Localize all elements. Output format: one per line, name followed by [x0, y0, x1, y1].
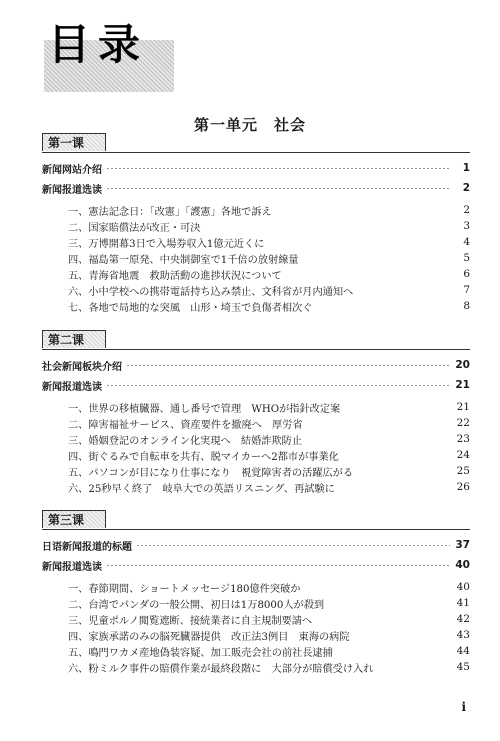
- entry-page: 37: [455, 539, 470, 551]
- article-page: 43: [456, 629, 470, 641]
- article-page: 24: [456, 449, 470, 461]
- article-title: 一、憲法記念日：「改憲」「護憲」各地で訴え: [68, 206, 272, 218]
- article-title: 七、各地で局地的な突風 山形・埼玉で負傷者相次ぐ: [68, 302, 313, 314]
- article-title: 五、パソコンが目になり仕事になり 視覚障害者の活躍広がる: [68, 467, 354, 479]
- article-page: 2: [463, 204, 470, 216]
- dot-leader: [136, 545, 450, 546]
- toc-article[interactable]: [42, 447, 470, 463]
- article-page: 3: [463, 220, 470, 232]
- toc-article[interactable]: [42, 463, 470, 479]
- article-page: 25: [456, 465, 470, 477]
- toc-article[interactable]: [42, 659, 470, 675]
- lesson-2: [42, 330, 470, 495]
- entry-page: 1: [462, 162, 470, 174]
- lesson-3: [42, 510, 470, 675]
- toc-article[interactable]: [42, 595, 470, 611]
- article-title: 二、国家賠償法が改正・可決: [68, 222, 201, 234]
- article-title: 五、鳴門ワカメ産地偽装容疑、加工販売会社の前社長逮捕: [68, 647, 333, 659]
- toc-article[interactable]: [42, 611, 470, 627]
- lesson-rule: [42, 529, 470, 530]
- toc-article[interactable]: [42, 250, 470, 266]
- entry-label: 日语新闻报道的标题: [42, 541, 132, 553]
- article-title: 四、家族承諾のみの脳死臓器提供 改正法3例目 東海の病院: [68, 631, 350, 643]
- toc-entry[interactable]: [42, 160, 470, 176]
- entry-page: 2: [462, 182, 470, 194]
- article-title: 一、春節期間、ショートメッセージ180億件突破か: [68, 583, 301, 595]
- article-page: 44: [456, 645, 470, 657]
- article-page: 22: [456, 417, 470, 429]
- lesson-1: [42, 133, 470, 313]
- article-page: 7: [463, 284, 470, 296]
- toc-article[interactable]: [42, 643, 470, 659]
- entry-page: 21: [455, 379, 470, 391]
- article-title: 二、障害福祉サービス、資産要件を撤廃へ 厚労省: [68, 419, 303, 431]
- toc-article[interactable]: [42, 399, 470, 415]
- toc-article[interactable]: [42, 579, 470, 595]
- toc-entry[interactable]: [42, 357, 470, 373]
- article-page: 42: [456, 613, 470, 625]
- toc-article[interactable]: [42, 431, 470, 447]
- entry-label: 新闻网站介绍: [42, 164, 102, 176]
- article-page: 45: [456, 661, 470, 673]
- article-title: 一、世界の移植臓器、通し番号で管理 WHOが指針改定案: [68, 403, 341, 415]
- article-page: 40: [456, 581, 470, 593]
- toc-heading: [44, 22, 184, 92]
- article-title: 六、小中学校への携帯電話持ち込み禁止、文科省が月内通知へ: [68, 286, 354, 298]
- dot-leader: [126, 365, 450, 366]
- article-title: 三、児童ポルノ閲覧遮断、接続業者に自主規制要請へ: [68, 615, 313, 627]
- entry-label: 新闻报道选读: [42, 561, 102, 573]
- toc-article[interactable]: [42, 202, 470, 218]
- article-title: 三、婚姻登記のオンライン化実現へ 結婚詐欺防止: [68, 435, 303, 447]
- article-page: 41: [456, 597, 470, 609]
- article-page: 23: [456, 433, 470, 445]
- article-page: 8: [463, 300, 470, 312]
- toc-article[interactable]: [42, 266, 470, 282]
- article-page: 6: [463, 268, 470, 280]
- article-page: 4: [463, 236, 470, 248]
- article-page: 26: [456, 481, 470, 493]
- toc-entry[interactable]: [42, 377, 470, 393]
- article-title: 五、青海省地震 救助活動の進捗状況について: [68, 270, 282, 282]
- toc-entry[interactable]: [42, 180, 470, 196]
- article-title: 四、街ぐるみで自転車を共有、脱マイカーへ2都市が事業化: [68, 451, 339, 463]
- toc-entry[interactable]: [42, 557, 470, 573]
- lesson-tab: 第二课: [42, 330, 106, 348]
- dot-leader: [106, 565, 450, 566]
- toc-article[interactable]: [42, 282, 470, 298]
- toc-article[interactable]: [42, 627, 470, 643]
- article-page: 5: [463, 252, 470, 264]
- toc-article[interactable]: [42, 298, 470, 314]
- lesson-rule: [42, 152, 470, 153]
- toc-article[interactable]: [42, 479, 470, 495]
- toc-article[interactable]: [42, 234, 470, 250]
- lesson-tab: 第三课: [42, 510, 106, 528]
- entry-label: 社会新闻板块介绍: [42, 361, 122, 373]
- toc-article[interactable]: [42, 218, 470, 234]
- entry-label: 新闻报道选读: [42, 184, 102, 196]
- lesson-rule: [42, 349, 470, 350]
- unit-title: 第一单元 社会: [193, 116, 306, 134]
- article-title: 三、万博開幕3日で入場券収入1億元近くに: [68, 238, 265, 250]
- article-title: 四、福島第一原発、中央制御室で1千倍の放射線量: [68, 254, 299, 266]
- page-number: i: [461, 700, 466, 714]
- entry-label: 新闻报道选读: [42, 381, 102, 393]
- toc-article[interactable]: [42, 415, 470, 431]
- article-title: 六、25秒早く終了 岐阜大での英語リスニング、再試験に: [68, 483, 335, 495]
- lesson-tab: 第一课: [42, 133, 106, 151]
- entry-page: 20: [455, 359, 470, 371]
- dot-leader: [106, 188, 450, 189]
- dot-leader: [106, 385, 450, 386]
- article-page: 21: [456, 401, 470, 413]
- article-title: 二、台湾でパンダの一般公開、初日は1万8000人が殺到: [68, 599, 325, 611]
- dot-leader: [106, 168, 450, 169]
- toc-entry[interactable]: [42, 537, 470, 553]
- article-title: 六、粉ミルク事件の賠償作業が最終段階に 大部分が賠償受け入れ: [68, 663, 374, 675]
- page-title: 目录: [48, 20, 149, 69]
- entry-page: 40: [455, 559, 470, 571]
